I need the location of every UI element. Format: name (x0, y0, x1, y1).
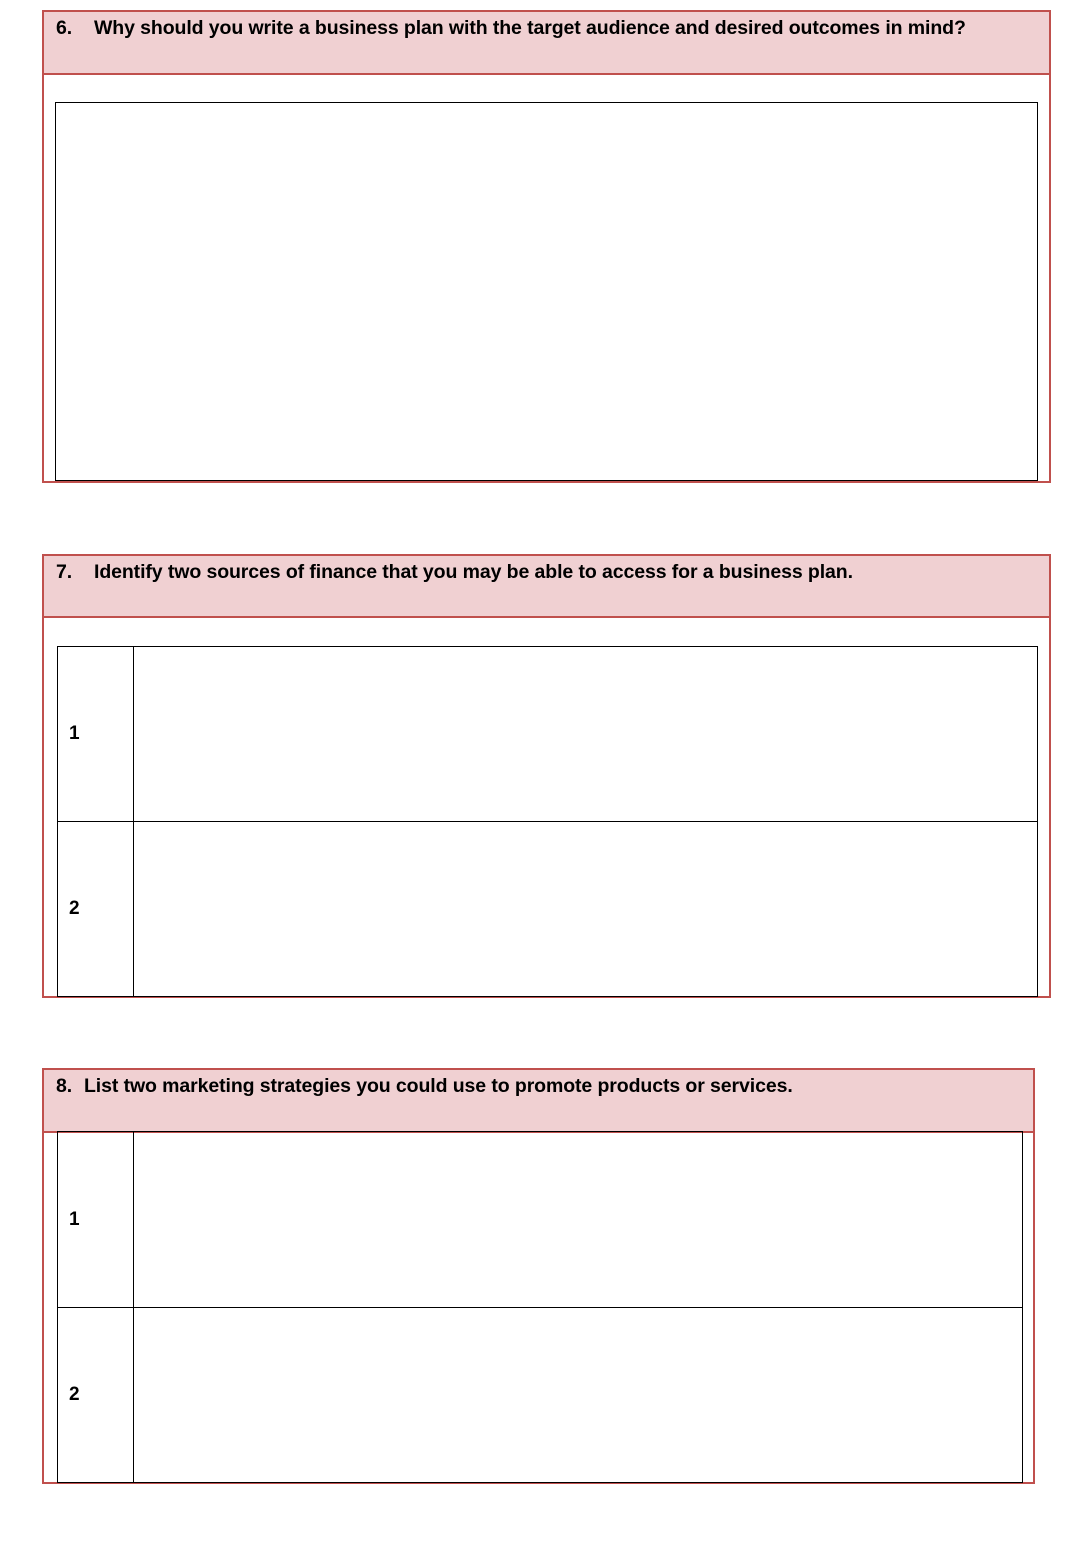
question-8-prompt: List two marketing strategies you could use to promote products or services. (84, 1075, 793, 1097)
row-number-cell: 1 (58, 1132, 134, 1308)
answer-cell-2[interactable] (134, 1308, 1023, 1483)
table-row (58, 1132, 1023, 1308)
question-6-header (44, 12, 1049, 75)
table-row (58, 1308, 1023, 1483)
question-7-number: 7. (56, 561, 73, 583)
question-8-header (44, 1070, 1033, 1133)
answer-cell-1[interactable] (134, 1132, 1023, 1308)
question-8-section (42, 1068, 1035, 1484)
question-7-text (56, 560, 853, 584)
row-number-cell: 2 (58, 1308, 134, 1483)
question-8-answer-table (57, 1131, 1023, 1483)
table-row (58, 647, 1038, 822)
answer-cell-1[interactable] (134, 647, 1038, 822)
question-6-text (56, 16, 966, 40)
question-7-prompt: Identify two sources of finance that you may be able to access for a business plan. (94, 561, 853, 583)
question-6-number: 6. (56, 17, 73, 39)
answer-cell-2[interactable] (134, 822, 1038, 997)
question-7-answer-table (57, 646, 1038, 997)
question-8-number: 8. (56, 1075, 73, 1097)
question-7-header (44, 556, 1049, 618)
question-6-answer-box[interactable] (55, 102, 1038, 481)
question-8-text (56, 1074, 793, 1098)
table-row (58, 822, 1038, 997)
question-6-section (42, 10, 1051, 483)
question-7-section (42, 554, 1051, 998)
row-number-cell: 1 (58, 647, 134, 822)
row-number-cell: 2 (58, 822, 134, 997)
question-6-prompt: Why should you write a business plan with the target audience and desired outcomes in mind? (94, 17, 966, 39)
